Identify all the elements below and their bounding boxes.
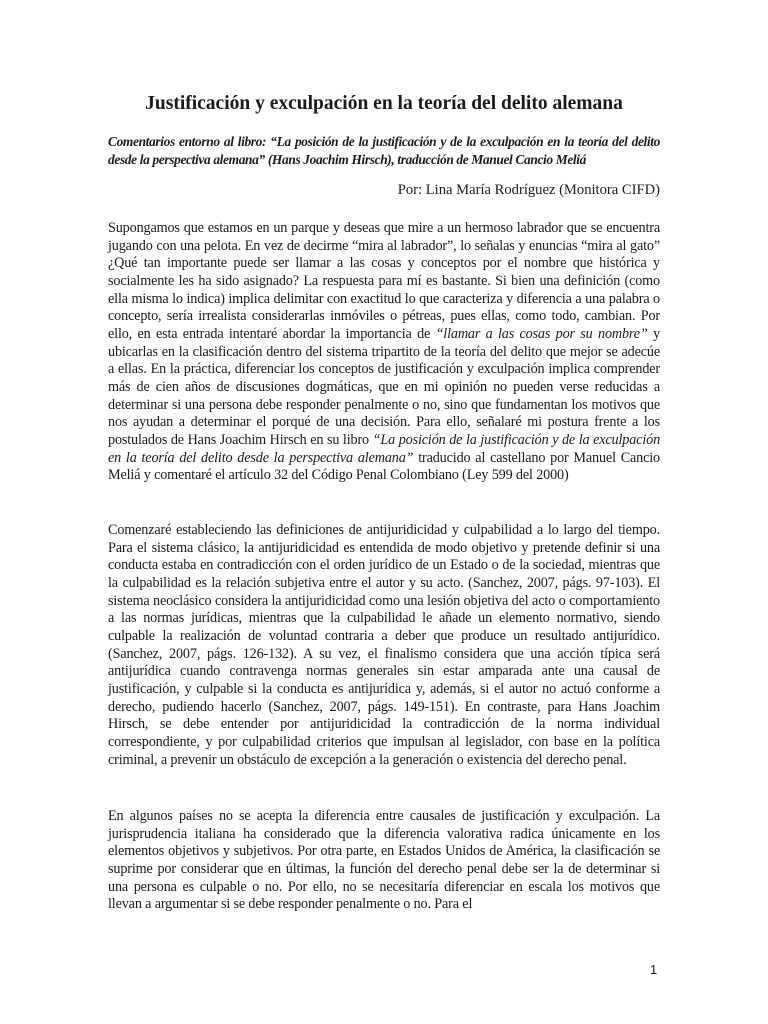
paragraph-1-text-c: y ubicarlas en la clasificación dentro del sistema tripartito de la teoría del delito que mejor se adecúe a ellas. En la práctica, diferenciar los conceptos de justificación y exculpación implica comprender más de cien años de discusiones dogmáticas, que en mi opinión no pueden verse reducidas a determinar si una persona debe responder penalmente o no, sino que fundamentan los motivos que nos ayudan a determinar el porqué de una decisión. Para ello, señalaré mi postura frente a los postulados de Hans Joachim Hirsch en su libro: [108, 325, 661, 448]
paragraph-3: En algunos países no se acepta la diferencia entre causales de justificación y exculpación. La jurisprudencia italiana ha considerado que la diferencia valorativa radica únicamente en los elementos objetivos y subjetivos. Por otra parte, en Estados Unidos de América, la clasificación se suprime por considerar que en últimas, la función del derecho penal debe ser la de determinar si una persona es culpable o no. Por ello, no se necesitaría diferenciar en escala los motivos que llevan a argumentar si se debe responder penalmente o no. Para el: [108, 808, 660, 913]
paragraph-1: [108, 220, 660, 485]
document-title: Justificación y exculpación en la teoría del delito alemana: [145, 93, 623, 114]
document-subtitle: Comentarios entorno al libro: “La posición de la justificación y de la exculpación en la teoría del delito desde la perspectiva alemana” (Hans Joachim Hirsch), traducción de Manuel Cancio Meliá: [108, 134, 660, 167]
paragraph-1-quote-phrase: “llamar a las cosas por su nombre”: [435, 325, 648, 342]
paragraph-1-text-e: traducido al castellano por Manuel Cancio Meliá y comentaré el artículo 32 del Código Penal Colombiano (Ley 599 del 2000): [108, 449, 660, 484]
author-line: Por: Lina María Rodríguez (Monitora CIFD): [397, 182, 660, 198]
page-number: 1: [650, 962, 658, 977]
paragraph-2: Comenzaré estableciendo las definiciones de antijuridicidad y culpabilidad a lo largo del tiempo. Para el sistema clásico, la antijuridicidad es entendida de modo objetivo y pretende definir si una conducta estaba en contradicción con el orden jurídico de un Estado o de la sociedad, mientras que la culpabilidad es la relación subjetiva entre el autor y su acto. (Sanchez, 2007, págs. 97-103). El sistema neoclásico considera la antijuridicidad como una lesión objetiva del acto o comportamiento a las normas jurídicas, mientras que la culpabilidad le añade un elemento normativo, siendo culpable la realización de voluntad contraria a deber que produce un resultado antijurídico. (Sanchez, 2007, págs. 126-132). A su vez, el finalismo considera que una acción típica será antijurídica cuando contravenga normas generales sin estar amparada ante una causal de justificación, y culpable si la conducta es antijurídica y, además, si el autor no actuó conforme a derecho, pudiendo hacerlo (Sanchez, 2007, págs. 149-151). En contraste, para Hans Joachim Hirsch, se debe entender por antijuridicidad la contradicción de la norma individual correspondiente, y por culpabilidad criterios que impulsan al legislador, con base en la política criminal, a prevenir un obstáculo de excepción a la generación o existencia del derecho penal.: [108, 522, 660, 768]
paragraph-1-book-title: “La posición de la justificación y de la exculpación en la teoría del delito desde la perspectiva alemana”: [108, 431, 661, 466]
paragraph-1-text-a: Supongamos que estamos en un parque y deseas que mire a un hermoso labrador que se encuentra jugando con una pelota. En vez de decirme “mira al labrador”, lo señalas y enuncias “mira al gato” ¿Qué tan importante puede ser llamar a las cosas y conceptos por el nombre que histórica y socialmente les ha sido asignado? La respuesta para mí es bastante. Si bien una definición (como ella misma lo indica) implica delimitar con exactitud lo que caracteriza y diferencia a una palabra o concepto, sería irrealista considerarlas inmóviles o pétreas, pues ellas, como todo, cambian. Por ello, en esta entrada intentaré abordar la importancia de: [108, 220, 660, 342]
